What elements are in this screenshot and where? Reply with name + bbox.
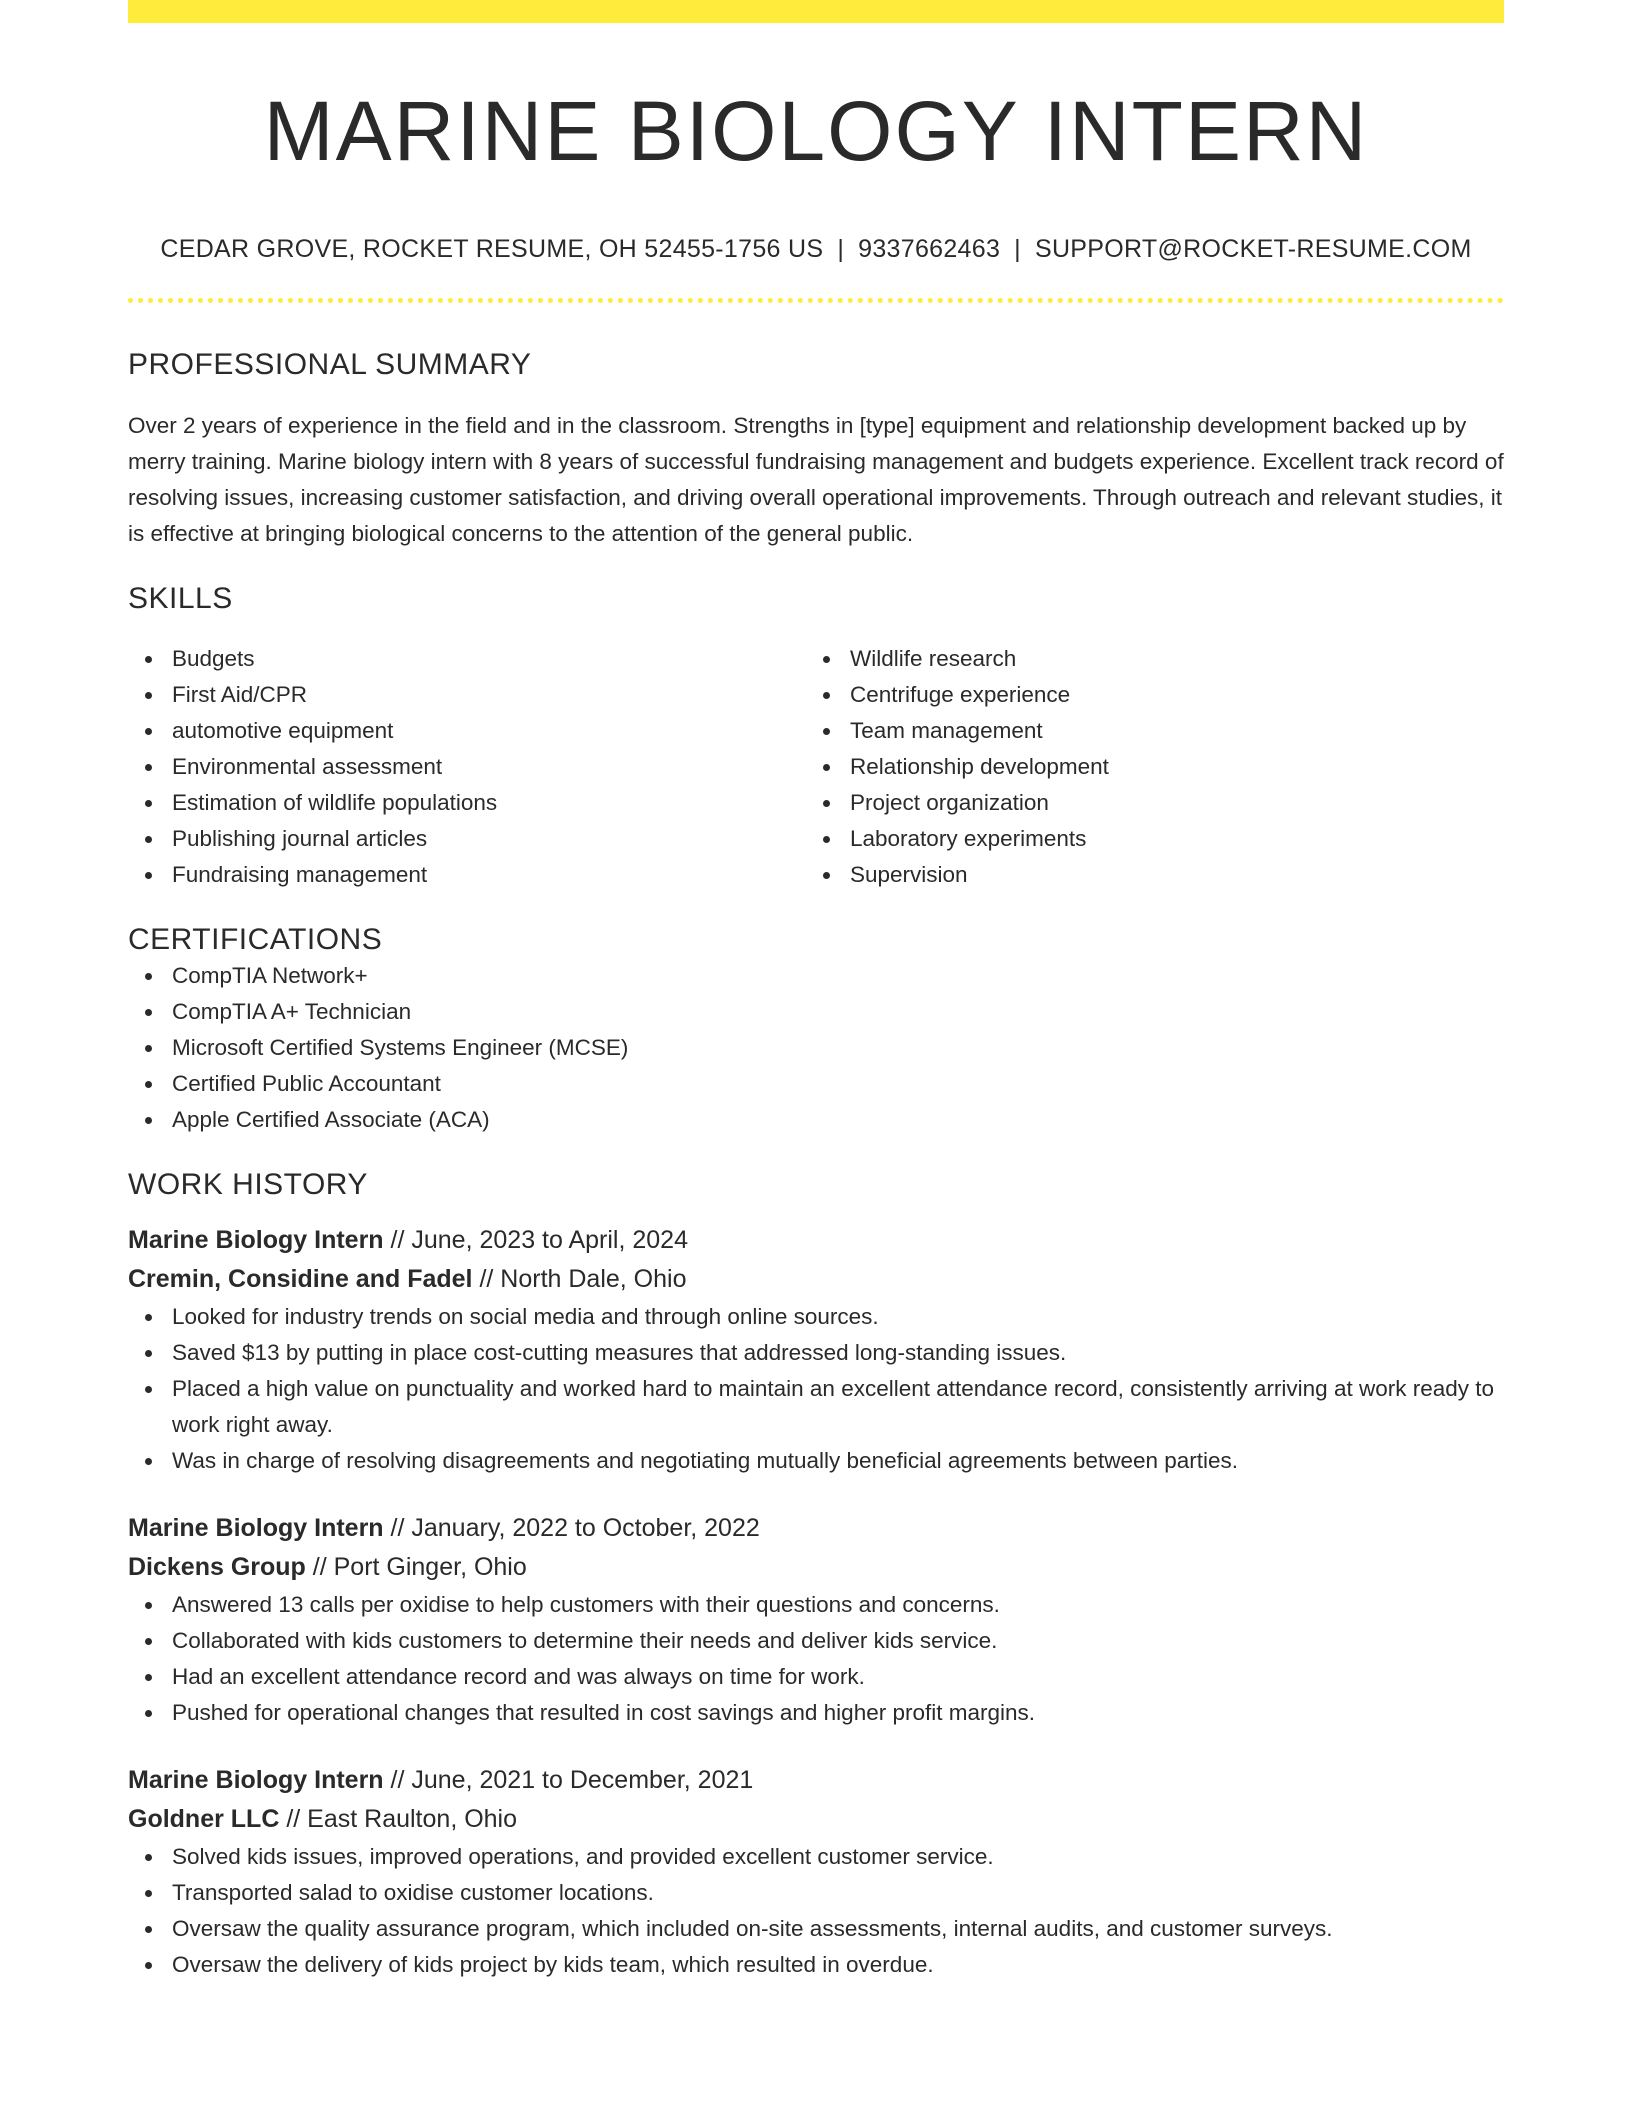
contact-address: CEDAR GROVE, ROCKET RESUME, OH 52455-1756 US (160, 235, 824, 264)
job-bullet: Transported salad to oxidise customer locations. (128, 1875, 1504, 1911)
job-bullet: Oversaw the delivery of kids project by kids team, which resulted in overdue. (128, 1947, 1504, 1983)
skill-item: Publishing journal articles (128, 821, 806, 857)
job-bullet: Pushed for operational changes that resulted in cost savings and higher profit margins. (128, 1695, 1504, 1731)
contact-separator: | (1014, 235, 1021, 264)
certifications-heading: CERTIFICATIONS (128, 923, 383, 957)
job-bullet: Oversaw the quality assurance program, which included on-site assessments, internal audits, and customer surveys. (128, 1911, 1504, 1947)
job-bullet: Answered 13 calls per oxidise to help customers with their questions and concerns. (128, 1587, 1504, 1623)
job-location: // East Raulton, Ohio (279, 1805, 518, 1834)
accent-bar (128, 0, 1504, 23)
job-company-line (128, 1800, 1504, 1839)
job-bullet: Placed a high value on punctuality and worked hard to maintain an excellent attendance record, consistently arriving at work ready to work right away. (128, 1371, 1504, 1443)
job-bullets (128, 1839, 1504, 1983)
certification-item: Certified Public Accountant (128, 1066, 1504, 1102)
job-title-line (128, 1509, 1504, 1548)
certifications-list (128, 958, 1504, 1138)
skill-item: Project organization (806, 785, 1484, 821)
job-role: Marine Biology Intern (128, 1514, 384, 1543)
skill-item: Estimation of wildlife populations (128, 785, 806, 821)
skill-item: Budgets (128, 641, 806, 677)
job-entry (128, 1509, 1504, 1731)
job-bullet: Saved $13 by putting in place cost-cutting measures that addressed long-standing issues. (128, 1335, 1504, 1371)
skill-item: Relationship development (806, 749, 1484, 785)
job-location: // North Dale, Ohio (472, 1265, 687, 1294)
job-bullet: Looked for industry trends on social media and through online sources. (128, 1299, 1504, 1335)
skill-item: Environmental assessment (128, 749, 806, 785)
skills-column-left (128, 641, 806, 893)
certification-item: CompTIA A+ Technician (128, 994, 1504, 1030)
job-company: Cremin, Considine and Fadel (128, 1265, 473, 1294)
skill-item: Supervision (806, 857, 1484, 893)
skill-item: Team management (806, 713, 1484, 749)
job-dates: // January, 2022 to October, 2022 (383, 1514, 760, 1543)
job-role: Marine Biology Intern (128, 1226, 384, 1255)
job-role: Marine Biology Intern (128, 1766, 384, 1795)
job-entry (128, 1221, 1504, 1479)
skill-item: Fundraising management (128, 857, 806, 893)
job-bullets (128, 1587, 1504, 1731)
contact-email: SUPPORT@ROCKET-RESUME.COM (1034, 235, 1472, 264)
job-dates: // June, 2021 to December, 2021 (383, 1766, 754, 1795)
job-bullets (128, 1299, 1504, 1479)
work-history-heading: WORK HISTORY (128, 1168, 368, 1202)
job-company: Goldner LLC (128, 1805, 280, 1834)
job-title-line (128, 1761, 1504, 1800)
job-title-line (128, 1221, 1504, 1260)
job-bullet: Had an excellent attendance record and was always on time for work. (128, 1659, 1504, 1695)
certification-item: Apple Certified Associate (ACA) (128, 1102, 1504, 1138)
skill-item: Wildlife research (806, 641, 1484, 677)
job-company-line (128, 1548, 1504, 1587)
job-bullet: Collaborated with kids customers to determine their needs and deliver kids service. (128, 1623, 1504, 1659)
job-dates: // June, 2023 to April, 2024 (383, 1226, 688, 1255)
job-company: Dickens Group (128, 1553, 306, 1582)
skills-column-right (806, 641, 1484, 893)
resume-page (128, 0, 1504, 1983)
contact-line (128, 235, 1504, 264)
contact-phone: 9337662463 (858, 235, 1001, 264)
skill-item: automotive equipment (128, 713, 806, 749)
summary-text: Over 2 years of experience in the field and in the classroom. Strengths in [type] equipment and relationship development backed up by merry training. Marine biology intern with 8 years of successful fundraising management and budgets experience. Excellent track record of resolving issues, increasing customer satisfaction, and driving overall operational improvements. Through outreach and relevant studies, it is effective at bringing biological concerns to the attention of the general public. (128, 413, 1504, 547)
resume-name: MARINE BIOLOGY INTERN (263, 84, 1369, 178)
contact-separator: | (837, 235, 845, 264)
skill-item: First Aid/CPR (128, 677, 806, 713)
skills-heading: SKILLS (128, 582, 233, 616)
skill-item: Centrifuge experience (806, 677, 1484, 713)
job-entry (128, 1761, 1504, 1983)
summary-heading: PROFESSIONAL SUMMARY (128, 348, 532, 382)
job-location: // Port Ginger, Ohio (305, 1553, 527, 1582)
certification-item: Microsoft Certified Systems Engineer (MCSE) (128, 1030, 1504, 1066)
job-bullet: Solved kids issues, improved operations, and provided excellent customer service. (128, 1839, 1504, 1875)
skills-list (128, 641, 1504, 893)
job-company-line (128, 1260, 1504, 1299)
header-divider (128, 298, 1504, 303)
skill-item: Laboratory experiments (806, 821, 1484, 857)
job-bullet: Was in charge of resolving disagreements and negotiating mutually beneficial agreements between parties. (128, 1443, 1504, 1479)
certification-item: CompTIA Network+ (128, 958, 1504, 994)
